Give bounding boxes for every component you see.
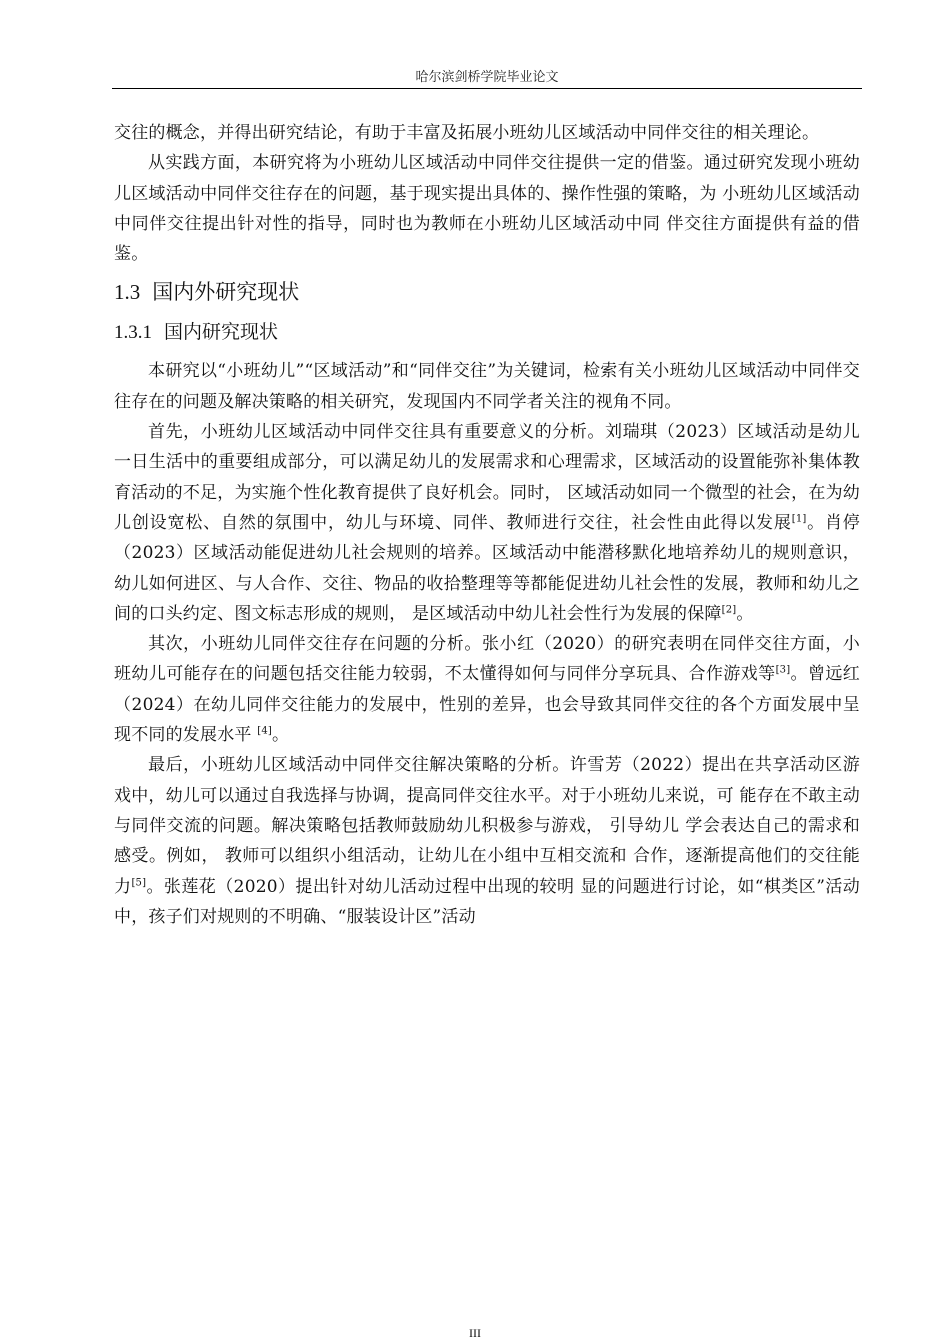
paragraph-6-text-b: 。张莲花（2020）提出针对幼儿活动过程中出现的较明 显的问题进行讨论，如“棋类区”活动中，孩子们对规则的不明确、“服装设计区”活动 <box>114 876 860 927</box>
paragraph-5-text-b: 。曾远红（2024）在幼儿同伴交往能力的发展中，性别的差异，也会导致其同伴交往的各个方面发展中呈现不同的发展水平 <box>114 664 860 746</box>
page-header: 哈尔滨剑桥学院毕业论文 <box>415 70 559 85</box>
document-body <box>114 118 860 932</box>
paragraph-2: 从实践方面，本研究将为小班幼儿区域活动中同伴交往提供一定的借鉴。通过研究发现小班幼儿区域活动中同伴交往存在的问题，基于现实提出具体的、操作性强的策略，为 小班幼儿区域活动中同伴交往提出针对性的指导，同时也为教师在小班幼儿区域活动中同 伴交往方面提供有益的借鉴。 <box>114 153 860 265</box>
paragraph-4-text-b: 。肖停（2023）区域活动能促进幼儿社会规则的培养。区域活动中能潜移默化地培养幼儿的规则意识，幼儿如何进区、与人合作、交往、物品的收拾整理等等都能促进幼儿社会性的发展，教师和幼儿之间的口头约定、图文标志形成的规则， 是区域活动中幼儿社会性行为发展的保障 <box>114 512 860 624</box>
citation-4: [4] <box>257 725 272 737</box>
subsection-title: 国内研究现状 <box>164 321 279 344</box>
paragraph-6 <box>114 750 860 932</box>
paragraph-4-text-a: 首先，小班幼儿区域活动中同伴交往具有重要意义的分析。刘瑞琪（2023）区域活动是幼儿一日生活中的重要组成部分，可以满足幼儿的发展需求和心理需求，区域活动的设置能弥补集体教育活动的不足，为实施个性化教育提供了良好机会。同时， 区域活动如同一个微型的社会，在为幼儿创设宽松、自然的氛围中，幼儿与环境、同伴、教师进行交往，社会性由此得以发展 <box>114 422 860 533</box>
section-title: 国内外研究现状 <box>152 280 300 305</box>
citation-5: [5] <box>131 876 147 888</box>
citation-1: [1] <box>791 513 807 525</box>
paragraph-5-text-a: 其次，小班幼儿同伴交往存在问题的分析。张小红（2020）的研究表明在同伴交往方面，小班幼儿可能存在的问题包括交往能力较弱，不太懂得如何与同伴分享玩具、合作游戏等 <box>114 634 860 685</box>
citation-2: [2] <box>721 604 737 616</box>
paragraph-3: 本研究以“小班幼儿”“区域活动”和“同伴交往”为关键词，检索有关小班幼儿区域活动中同伴交往存在的问题及解决策略的相关研究，发现国内不同学者关注的视角不同。 <box>114 361 860 412</box>
paragraph-5-text-c: 。 <box>271 725 290 746</box>
section-number: 1.3 <box>114 280 141 305</box>
page-number: III <box>469 1326 481 1340</box>
paragraph-5 <box>114 629 860 750</box>
subsection-heading <box>114 315 860 350</box>
header-divider <box>112 88 862 89</box>
section-heading <box>114 275 860 309</box>
paragraph-1: 交往的概念，并得出研究结论，有助于丰富及拓展小班幼儿区域活动中同伴交往的相关理论。 <box>114 123 820 143</box>
subsection-number: 1.3.1 <box>114 322 152 344</box>
paragraph-4-text-c: 。 <box>736 603 754 624</box>
paragraph-4 <box>114 417 860 629</box>
paragraph-6-text-a: 最后，小班幼儿区域活动中同伴交往解决策略的分析。许雪芳（2022）提出在共享活动区游戏中，幼儿可以通过自我选择与协调，提高同伴交往水平。对于小班幼儿来说，可 能存在不敢主动与同伴交流的问题。解决策略包括教师鼓励幼儿积极参与游戏， 引导幼儿 学会表达自己的需求和感受。例如， 教师可以组织小组活动，让幼儿在小组中互相交流和 合作，逐渐提高他们的交往能力 <box>114 755 860 897</box>
citation-3: [3] <box>775 664 791 676</box>
